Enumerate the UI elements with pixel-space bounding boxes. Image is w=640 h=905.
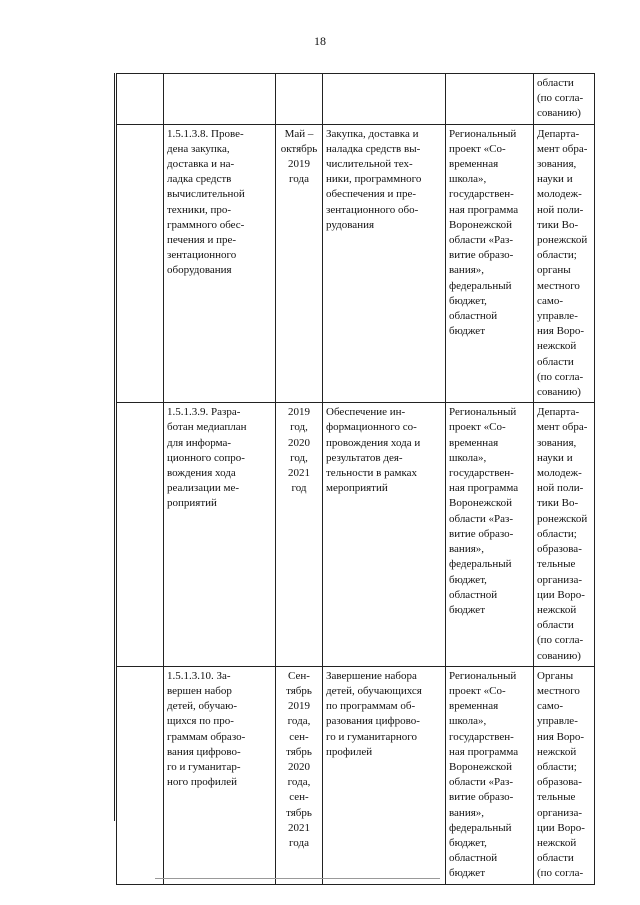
- blank-cell: [117, 74, 164, 125]
- item-text: 1.5.1.3.9. Разра- ботан медиаплан для информа- ционного сопро- вождения хода реализации ме- роприятий: [167, 406, 247, 510]
- term-cell: [276, 403, 323, 666]
- item-cell: [164, 74, 276, 125]
- source-cell: [446, 666, 534, 884]
- item-text: 1.5.1.3.8. Прове- дена закупка, доставка и на- ладка средств вычислительной техники, про- граммного обес- печения и пре- зентационного оборудования: [167, 127, 245, 277]
- result-text: Закупка, доставка и наладка средств вы- числительной тех- ники, программного обеспечения и пре- зентационного обо- рудования: [326, 127, 422, 231]
- term-cell: [276, 74, 323, 125]
- responsible-text: области (по согла- сованию): [537, 77, 584, 120]
- source-cell: [446, 124, 534, 403]
- blank-cell: [117, 666, 164, 884]
- source-cell: [446, 403, 534, 666]
- result-cell: [323, 124, 446, 403]
- table-row: [117, 403, 595, 666]
- result-cell: [323, 74, 446, 125]
- term-text: Май – октябрь 2019 года: [280, 127, 318, 186]
- term-cell: [276, 666, 323, 884]
- result-cell: [323, 666, 446, 884]
- responsible-text: Департа- мент обра- зования, науки и молодеж- ной поли- тики Во- ронежской области; органы местного само- управле- ния Воро- нежской области (по согла- сованию): [537, 127, 588, 399]
- page-number: 18: [314, 34, 326, 48]
- responsible-cell: [534, 74, 595, 125]
- blank-cell: [117, 124, 164, 403]
- source-cell: [446, 74, 534, 125]
- source-text: Региональный проект «Со- временная школа», государствен- ная программа Воронежской области «Раз- витие образо- вания», федеральный бюджет, областной бюджет: [449, 669, 519, 880]
- item-cell: [164, 124, 276, 403]
- source-text: Региональный проект «Со- временная школа», государствен- ная программа Воронежской области «Раз- витие образо- вания», федеральный бюджет, областной бюджет: [449, 127, 519, 338]
- activity-table: [116, 73, 595, 885]
- result-cell: [323, 403, 446, 666]
- result-text: Обеспечение ин- формационного со- провождения хода и результатов дея- тельности в рамках мероприятий: [326, 406, 421, 495]
- term-text: Сен- тябрь 2019 года, сен- тябрь 2020 года, сен- тябрь 2021 года: [286, 669, 312, 849]
- item-text: 1.5.1.3.10. За- вершен набор детей, обучаю- щихся по про- граммам образо- вания цифрово- го и гуманитар- ного профилей: [167, 669, 246, 789]
- result-text: Завершение набора детей, обучающихся по программам об- разования цифрово- го и гуманитарного профилей: [326, 669, 422, 758]
- item-cell: [164, 666, 276, 884]
- table-row: [117, 124, 595, 403]
- table-row: [117, 666, 595, 884]
- term-cell: [276, 124, 323, 403]
- item-cell: [164, 403, 276, 666]
- term-text: 2019 год, 2020 год, 2021 год: [288, 406, 310, 495]
- source-text: Региональный проект «Со- временная школа», государствен- ная программа Воронежской области «Раз- витие образо- вания», федеральный бюджет, областной бюджет: [449, 406, 519, 616]
- scan-margin-line: [114, 73, 115, 821]
- responsible-text: Департа- мент обра- зования, науки и молодеж- ной поли- тики Во- ронежской области; образова- тельные организа- ции Воро- нежской области (по согла- сованию): [537, 406, 588, 662]
- blank-cell: [117, 403, 164, 666]
- responsible-cell: [534, 124, 595, 403]
- responsible-cell: [534, 403, 595, 666]
- responsible-text: Органы местного само- управле- ния Воро- нежской области; образова- тельные организа- ции Воро- нежской области (по согла-: [537, 669, 585, 880]
- responsible-cell: [534, 666, 595, 884]
- table-row-continuation: [117, 74, 595, 125]
- footer-divider: [155, 878, 440, 879]
